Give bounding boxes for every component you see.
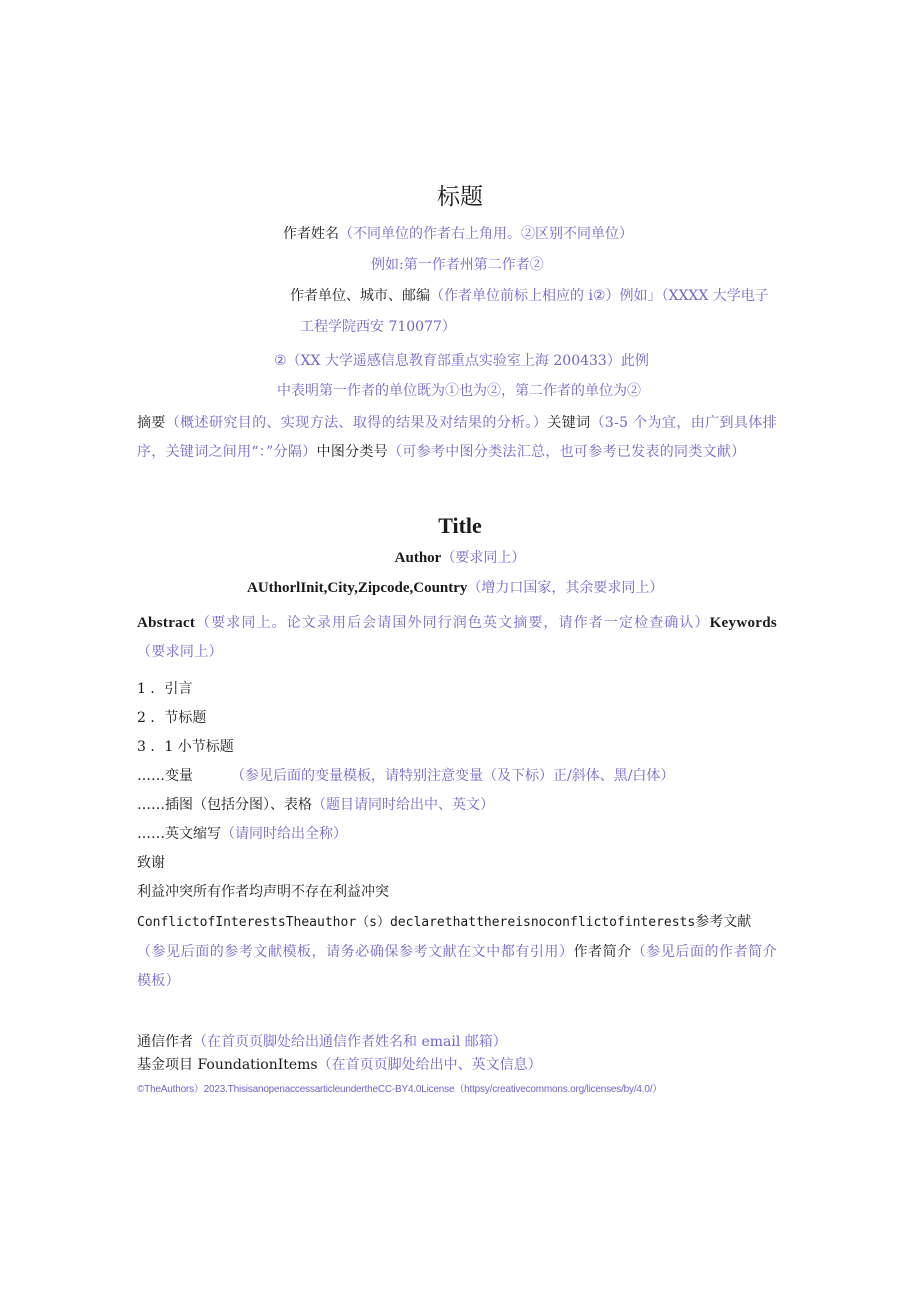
- section-heading-2: 2 ．节标题: [137, 710, 207, 726]
- variables-line: [137, 766, 674, 786]
- figures-line: [137, 795, 494, 815]
- abbreviation-label: ……英文缩写: [137, 826, 221, 842]
- conflict-en: ConflictofInterestsTheauthor（s）declarethatthereisnoconflictofinterests: [137, 915, 696, 930]
- author-example: 例如:第一作者州第二作者②: [371, 257, 544, 273]
- abstract-en: [137, 609, 777, 667]
- license-link[interactable]: httpsy/creativecommons.org/licenses/by/4.0/: [464, 1084, 653, 1095]
- affil-hint-line2: 工程学院西安 710077）: [300, 319, 456, 335]
- page-title-cn: 标题: [437, 184, 483, 210]
- abstract-label-en: Abstract: [137, 615, 196, 631]
- abbreviation-line: [137, 824, 347, 844]
- author-label-cn: 作者姓名: [283, 226, 339, 242]
- bio-label: 作者简介: [573, 944, 632, 960]
- affil-label-cn: 作者单位、城市、邮编: [290, 288, 430, 304]
- corresponding-hint: （在首页页脚处给出通信作者姓名和 email 邮箱）: [193, 1034, 507, 1050]
- author-line-cn: [283, 224, 633, 244]
- funding-hint: （在首页页脚处给出中、英文信息）: [317, 1057, 542, 1073]
- affil-label-en: AUthorlInit,City,Zipcode,Country: [247, 580, 468, 596]
- figures-label: ……插图（包括分图）、表格: [137, 797, 312, 813]
- funding-line: [137, 1055, 542, 1075]
- section-heading-1: 1 ．引言: [137, 681, 193, 697]
- page-title-en: Title: [438, 513, 482, 538]
- variables-hint: （参见后面的变量模板，请特别注意变量（及下标）正/斜体、黑/白体）: [231, 768, 675, 784]
- license-prefix: ©TheAuthors）2023.ThisisanopenaccessarticleundertheCC-BY4.0License（: [137, 1084, 465, 1095]
- references-hint: （参见后面的参考文献模板，请务必确保参考文献在文中都有引用）: [137, 944, 574, 960]
- section-heading-3: 3 ．1 小节标题: [137, 739, 234, 755]
- abstract-hint-cn: （概述研究目的、实现方法、取得的结果及对结果的分析。）: [165, 415, 548, 431]
- abstract-hint-en: （要求同上。论文录用后会请国外同行润色英文摘要，请作者一定检查确认）: [195, 615, 710, 631]
- references-label: 参考文献: [695, 914, 752, 930]
- author-hint-cn: （不同单位的作者右上角用。②区别不同单位）: [339, 226, 633, 242]
- affil-hint-line1: （作者单位前标上相应的 i②）例如」（XXXX 大学电子: [430, 288, 769, 304]
- license-suffix: ）: [652, 1084, 663, 1095]
- references-bio-para: [137, 938, 777, 996]
- variables-label: ……变量: [137, 768, 193, 784]
- funding-label: 基金项目 FoundationItems: [137, 1057, 318, 1073]
- affil-line-en: [247, 578, 663, 598]
- clc-label: 中图分类号: [316, 444, 389, 460]
- bio-hint: （参见后面的作者简介模板）: [137, 944, 778, 989]
- corresponding-label: 通信作者: [137, 1034, 193, 1050]
- figures-hint: （题目请同时给出中、英文）: [312, 797, 494, 813]
- abstract-label-cn: 摘要: [137, 415, 166, 431]
- affil-hint-en: （增力口国家，其余要求同上）: [467, 580, 664, 596]
- license-line: [137, 1083, 662, 1097]
- abbreviation-hint: （请同时给出全称）: [221, 826, 347, 842]
- author-line-en: [0, 548, 920, 568]
- affil-line3: ②（XX 大学遥感信息教育部重点实验室上海 200433）此例: [274, 353, 649, 369]
- author-label-en: Author: [394, 550, 442, 566]
- affil-line-cn: [290, 286, 769, 306]
- conflict-cn: 利益冲突所有作者均声明不存在利益冲突: [137, 884, 389, 900]
- clc-hint: （可参考中图分类法汇总，也可参考已发表的同类文献）: [388, 444, 746, 460]
- abstract-cn: [137, 409, 777, 467]
- corresponding-author-line: [137, 1032, 507, 1052]
- keywords-label-en: Keywords: [709, 615, 777, 631]
- keywords-hint-cn: （3-5 个为宜，由广到具体排序，关键词之间用“：”分隔）: [137, 415, 777, 460]
- keywords-hint-en: （要求同上）: [137, 644, 223, 660]
- keywords-label-cn: 关键词: [547, 415, 591, 431]
- acknowledgement-heading: 致谢: [137, 855, 165, 871]
- author-hint-en: （要求同上）: [441, 550, 526, 566]
- affil-line4: 中表明第一作者的单位既为①也为②，第二作者的单位为②: [277, 383, 641, 399]
- conflict-en-line: [137, 912, 751, 933]
